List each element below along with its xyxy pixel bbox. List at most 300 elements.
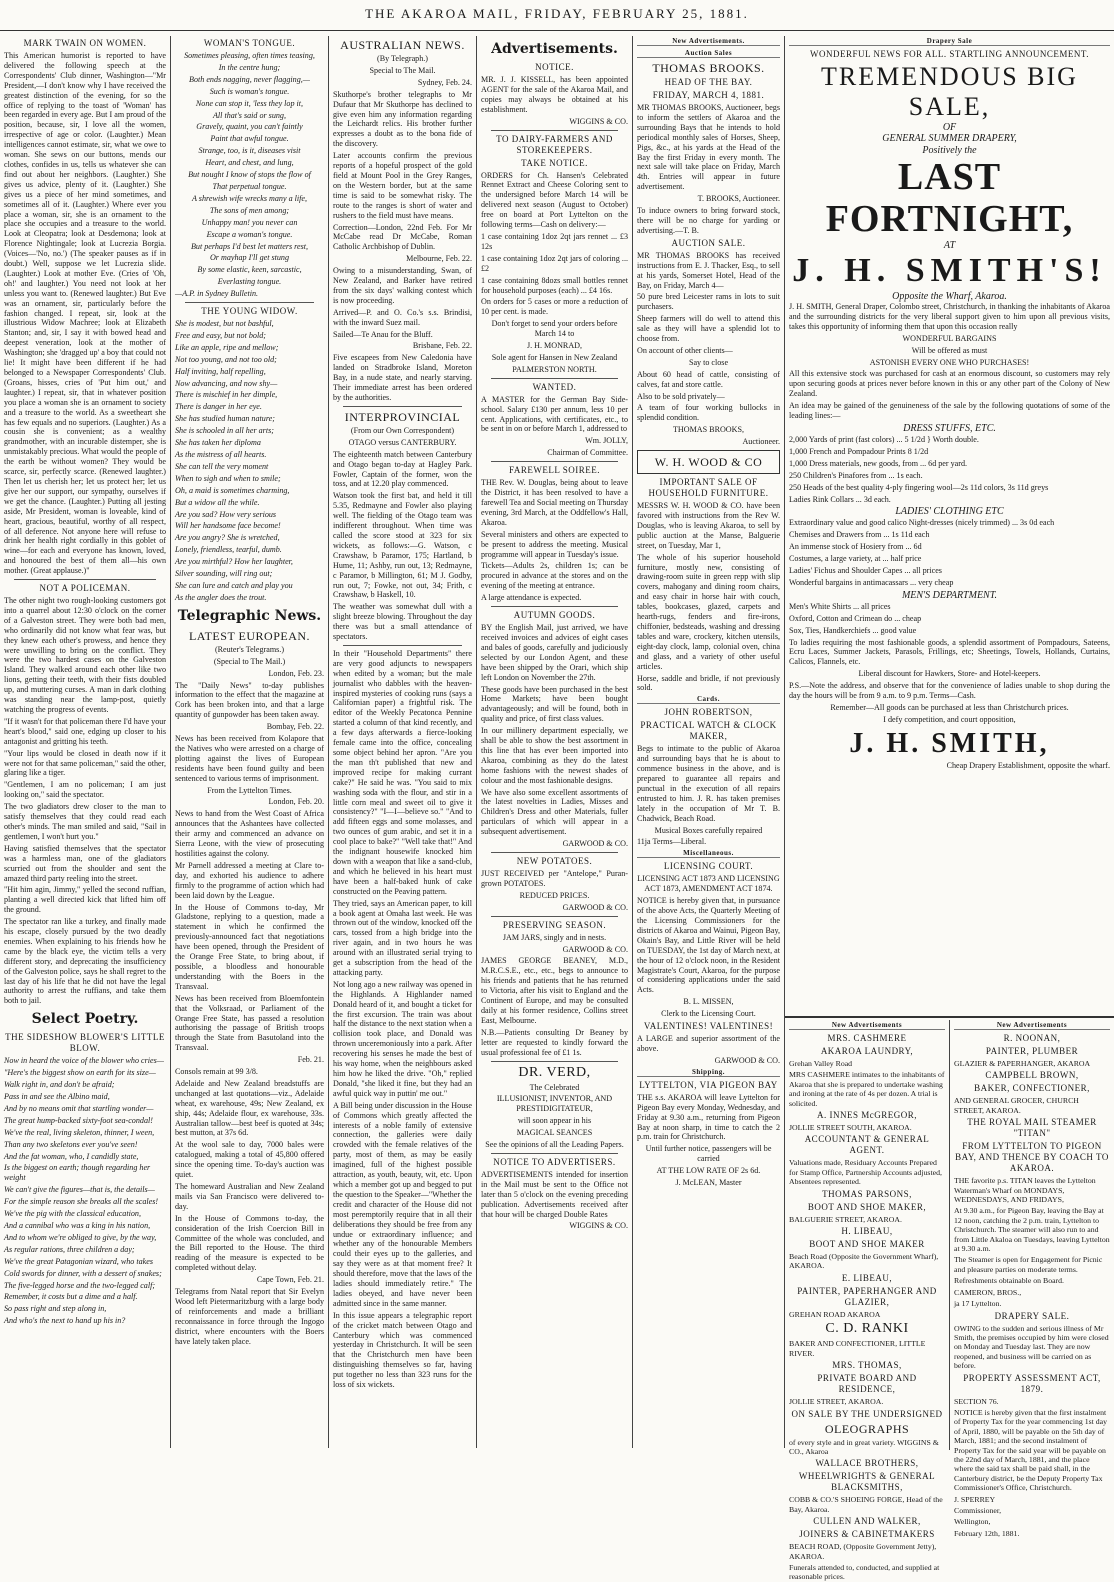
section-label: Cards. [637, 695, 780, 704]
ad-heading: W. H. WOOD & CO [654, 455, 763, 470]
section-heading: Telegraphic News. [177, 607, 322, 624]
ad-heading: FAREWELL SOIREE. [509, 465, 600, 476]
article-title: INTERPROVINCIAL [344, 409, 461, 424]
dateline: Sydney, Feb. 24. [417, 77, 472, 87]
ad-text: The Steamer is open for Engagement for Picnic and pleasure parties on moderate terms. [954, 1255, 1103, 1274]
ad-heading: THOMAS PARSONS, [822, 1188, 912, 1199]
ad-heading: JOHN ROBERTSON, [664, 707, 753, 718]
ad-heading: TAKE NOTICE. [521, 157, 588, 168]
article-paragraph: Later accounts confirm the previous reports of a hopeful prospect of the gold field at Mount Pool in the Grey Ranges, on the Western border, but at the same time is said to be somewhat risky. The route to the ranges is short of water and rushers to the field must have means. [333, 151, 472, 220]
ad-heading: AUTUMN GOODS. [513, 610, 596, 621]
price-line: Oxford, Cotton and Crimean do ... cheap [789, 613, 922, 623]
poem-line: Now advancing, and now shy— [175, 378, 278, 388]
poem-line: None can stop it, 'less they lop it, [195, 98, 304, 108]
article-paragraph: "If it wasn't for that policeman there I'd have your heart's blood," said one, edging up closer to his antagonist and gritting his teeth. [4, 716, 166, 746]
ad-text: Grehan Valley Road [789, 1059, 853, 1068]
article-paragraph: "Hit him agin, Jimmy," yelled the second ruffian, planting a well directed kick that lifted him off the ground. [4, 885, 166, 915]
ad-text: We have also some excellent assortments of the latest novelties in Ladies, Misses and Children's Dress and other Materials, fuller particulars of which will appear in a subsequent advertisement. [481, 787, 628, 837]
poem-line: Than any two skeletons ever you've seen! [4, 1139, 138, 1149]
poem-line: We've the real, living skeleton, thinner, I ween, [4, 1127, 155, 1137]
ad-headline: TREMENDOUS BIG SALE, [821, 62, 1078, 121]
article-subhead: (By Telegraph.) [377, 54, 428, 63]
ad-text: Horse, saddle and bridle, if not previously sold. [637, 673, 780, 693]
dateline: London, Feb. 20. [268, 797, 324, 807]
ad-text: To induce owners to bring forward stock, there will be no charge for yarding or advertising.—T. B. [637, 206, 780, 235]
ad-heading: PRIVATE BOARD AND RESIDENCE, [817, 1373, 917, 1395]
poem-line: Silver sounding, will ring out; [175, 569, 273, 579]
ad-text: A LARGE and superior assortment of the above. [637, 1034, 780, 1053]
ad-text: 50 pure bred Leicester rams in lots to suit purchasers. [637, 292, 780, 312]
article-paragraph: At the wool sale to day, 7000 bales were catalogued, making a total of 45,800 offered since the opening time. To-day's auction was quiet. [175, 1140, 324, 1180]
ad-text: PALMERSTON NORTH. [512, 364, 597, 374]
ad-text: A MASTER for the German Bay Side-school. Salary £130 per annum, less 10 per cent. Applications, with certificates, etc., to be sent in on or before March 1, addressed to [481, 394, 628, 434]
article-paragraph: Telegrams from Natal report that Sir Evelyn Wood left Pietermaritzburg with a large body of reinforcements and made a brilliant reconnaissance in force through the Ingogo district, where encounters with the Boers have lately taken place. [175, 1287, 324, 1346]
poem-line: And a cannibal who was a king in his nation, [4, 1220, 151, 1230]
ad-text: ja 17 Lyttelton. [954, 1299, 1002, 1309]
ad-text: THE Rev. W. Douglas, being about to leave the District, it has been resolved to have a farewell Tea and Social meeting on Thursday evening, 3rd March, at the Oddfellow's Hall, Akaroa. [481, 478, 628, 527]
poem-line: Escape a woman's tongue. [206, 229, 293, 239]
article-paragraph: In this issue appears a telegraphic report of the cricket match between Otago and Canterbury which was commenced yesterday in Christchurch. It will be seen that the Christchurch men have been distinguishing themselves so far, having put together no less than 323 runs for the loss of six wickets. [333, 1310, 472, 1390]
article-title: LATEST EUROPEAN. [188, 628, 311, 643]
article-paragraph: Five escapees from New Caledonia have landed on Stradbroke Island, Moreton Bay, in a nude state, and nearly starving. Their immediate arrest has been ordered by the authorities. [333, 353, 472, 402]
price-line: Extraordinary value and good calico Night-dresses (nicely trimmed) ... 3s 0d each [789, 518, 1055, 528]
price-line: Sox, Ties, Handkerchiefs ... good value [789, 625, 917, 635]
ad-text: Remember—All goods can be purchased at less than Christchurch prices. [830, 703, 1069, 712]
article-paragraph: Owing to a misunderstanding, Swan, of New Zealand, and Barker have retired from the six days' walking contest which is now proceeding. [333, 266, 472, 305]
ad-text: At 9.30 a.m., for Pigeon Bay, leaving the Bay at 12 noon, catching the 2 p.m. train, Lyttelton to Christchurch. The steamer will also run to and from Little Akaloa on Tuesdays, leaving Lyttelton at 9.30 a.m. [954, 1206, 1110, 1254]
ad-text: Clerk to the Licensing Court. [661, 1009, 756, 1019]
ad-heading: LICENSING COURT. [663, 861, 754, 872]
article-paragraph: Not long ago a new railway was opened in the Highlands. A Highlander named Donald heard of it, and bought a ticket for the first excursion. The train was about half the distance to the next station when a collision took place, and Donald was thrown unceremoniously into a park. After recovering his senses he made the best of his way home, when the neighbours asked him how he liked the drive. "Oh," replied Donald, "she liked it fine, but they had an awful quick way in puttin' me out." [333, 979, 472, 1098]
article-paragraph: The weather was somewhat dull with a slight breeze blowing. Throughout the day there was but a small attendance of spectators. [333, 602, 472, 642]
poem-line: We've the pig with the classical education, [4, 1209, 141, 1219]
ad-signature: Wm. JOLLY, [585, 436, 628, 446]
poem-title: THE YOUNG WIDOW. [201, 306, 298, 317]
price-line: Chemises and Drawers from ... 1s 11d each [789, 530, 930, 540]
ad-text: JOLLIE STREET, AKAROA. [789, 1397, 884, 1407]
section-label: Auction Sales [637, 49, 780, 58]
ad-text: MR. J. J. KISSELL, has been appointed AGENT for the sale of the Akaroa Mail, and copies may always be obtained at his establishment. [481, 75, 628, 114]
ad-heading: NEW POTATOES. [516, 856, 593, 866]
ad-text: Begs to intimate to the public of Akaroa and surrounding bays that he is about to commence business in the above, and is prepared to guarantee all repairs and punctual in the execution of all repairs entrusted to him. J. R. has taken premises lately in the occupation of Mr T. B. Chadwick, Beach Road. [637, 744, 780, 823]
poem-line: We've the great Patagonian wizard, who takes [4, 1256, 153, 1266]
ad-subhead: AT [943, 240, 956, 251]
poem-line: Gravely, quaint, you can't faintly [196, 122, 303, 132]
ad-heading: E. LIBEAU, [841, 1272, 893, 1283]
poem-line: When to sigh and when to smile; [175, 473, 281, 483]
ad-signature: WIGGINS & CO. [569, 116, 628, 126]
ad-heading: MRS. THOMAS, [832, 1360, 902, 1371]
ad-heading: FROM LYTTELTON TO PIGEON BAY, AND THENCE BY COACH TO AKAROA. [955, 1141, 1109, 1174]
article-paragraph: Having satisfied themselves that the spectator was a harmless man, one of the gladiators scurried out from the shoulder and sent the amazed third party reeling into the street. [4, 843, 166, 883]
dateline: Feb. 21. [297, 1055, 324, 1065]
article-subhead: (Special to The Mail.) [213, 656, 286, 666]
poem-line: Oh, a maid is sometimes charming, [175, 485, 290, 495]
ad-heading: A. INNES McGREGOR, [817, 1110, 917, 1121]
ad-text: These goods have been purchased in the best Home Markets; have been bought advantageously; and will be found, both in quality and price, of first class values. [481, 684, 628, 724]
poem-line: But perhaps I'd best let matters rest, [190, 241, 309, 251]
ad-heading: BAKER, CONFECTIONER, [974, 1083, 1090, 1094]
ad-heading: IMPORTANT SALE OF HOUSEHOLD FURNITURE. [648, 477, 769, 499]
ad-text: will soon appear in his [517, 1116, 592, 1126]
price-line: Costumes, a large variety, at ... half price [789, 554, 922, 564]
ad-signature: GARWOOD & CO. [562, 839, 628, 849]
ad-heading: THE ROYAL MAIL STEAMER "TITAN" [967, 1117, 1097, 1139]
price-line: Ladies Rink Collars ... 3d each. [789, 494, 891, 504]
ad-text: In our millinery department especially, we shall be able to show the best assortment in this line that has ever been imported into Akaroa, combining as they do the latest home fashions with the newest shades of colour and the most fashionable designs. [481, 726, 628, 785]
poem-line: That perpetual tongue. [212, 181, 287, 191]
poem-line: She can tell the very moment [175, 461, 269, 471]
ad-headline: LAST FORTNIGHT, [825, 156, 1074, 240]
article-subhead: (From our Own Correspondent) [350, 425, 455, 435]
ad-text: Several ministers and others are expected to be present to address the meeting. Musical programme will appear in Tuesday's issue. [481, 529, 628, 559]
ad-signature: J. H. MONRAD, [526, 341, 583, 351]
section-heading: Select Poetry. [31, 1011, 139, 1028]
poem-title: WOMAN'S TONGUE. [203, 38, 296, 48]
article-paragraph: "Gentlemen, I am no policeman; I am just looking on," said the spectator. [4, 780, 166, 800]
column-5 [633, 36, 784, 1448]
ad-subhead: OF [942, 122, 957, 133]
article-paragraph: In the House of Commons to-day, Mr Gladstone, replying to a question, made a statement in which he confirmed the previously-announced fact that negotiations have been opened, through the President of the Orange Free State, to bring about, if possible, a bloodless and honourable understanding with the Boers in the Transvaal. [175, 902, 324, 991]
poem-line: Cold swords for dinner, with a dessert of snakes; [4, 1268, 162, 1278]
ad-text: of every style and in great variety. WIGGINS & CO., Akaroa [789, 1437, 939, 1456]
poem-line: Both ends nagging, never flagging,— [189, 74, 310, 84]
dateline: Cape Town, Feb. 21. [256, 1275, 324, 1285]
poem-line: Such is woman's tongue. [209, 86, 290, 96]
poem-line: By some elastic, keen, sarcastic, [197, 265, 302, 275]
ad-text: Don't forget to send your orders before March 14 to [491, 319, 618, 339]
ad-text: A large attendance is expected. [481, 593, 582, 603]
ad-text: Auctioneer. [742, 437, 780, 447]
poem-line: Heart, and chest, and lung, [205, 158, 294, 168]
article-paragraph: Adelaide and New Zealand breadstuffs are unchanged at last quotations—viz., Adelaide wheat, ex warehouse, 49s; New Zealand, ex ship, 44s; Adelaide flour, ex warehouse, 33s. Australian tallow—best beef is quoted at 34s; best mutton, at 37s 6d. [175, 1078, 324, 1138]
ad-signature: T. BROOKS, Auctioneer. [697, 194, 780, 204]
ad-heading: LYTTELTON, VIA PIGEON BAY [639, 1079, 778, 1090]
ad-subhead: DRESS STUFFS, ETC. [903, 422, 996, 434]
article-paragraph: In the House of Commons to-day, the consideration of the Irish Coercion Bill in Committee of the whole was concluded, and the Bill reported to the House. The third reading of the measure is expected to be completed without delay. [175, 1213, 324, 1273]
poem-line: Unhappy man! you never can [201, 217, 298, 227]
ad-text: P.S.—Note the address, and observe that for the convenience of ladies unable to shop during the day the hours will be from 9 a.m. to 9 p.m. Terms—Cash. [789, 681, 1110, 701]
ad-text: Say to close [688, 357, 729, 367]
ad-text: ASTONISH EVERY ONE WHO PURCHASES! [869, 357, 1030, 367]
ad-text: Cheap Drapery Establishment, opposite the wharf. [946, 760, 1110, 770]
poem-line: A shrewish wife wrecks many a life, [191, 193, 308, 203]
ad-text: GLAZIER & PAPERHANGER, AKAROA [954, 1059, 1091, 1068]
price-line: 250 Children's Pinafores from ... 1s each. [789, 470, 923, 480]
ad-text: Commissioner, [954, 1506, 1002, 1515]
article-paragraph: The eighteenth match between Canterbury and Otago began to-day at Hagley Park. Fowler, Captain of the former, won the toss, and at 12.20 play commenced. [333, 449, 472, 489]
ad-heading: JOINERS & CABINETMAKERS [799, 1529, 935, 1540]
ad-subhead: Positively the [922, 145, 977, 156]
article-paragraph: News has been received from Kolapore that the Natives who were arrested on a charge of plotting against the lives of European residents have been found guilty and been sentenced to various terms of imprisonment. [175, 734, 324, 783]
ad-subhead: MEN'S DEPARTMENT. [901, 589, 998, 601]
ad-text: NOTICE is hereby given that, in pursuance of the above Acts, the Quarterly Meeting of the Licensing Commissioners for the districts of Akaroa and Wainui, Pigeon Bay, Okain's Bay, and Little River will be held on TUESDAY, the 1st day of March next, at the hour of 12 o'clock noon, in the Resident Magistrate's Court, Akaroa, for the purpose of considering applications under the said Acts. [637, 896, 780, 995]
dateline: Bombay, Feb. 22. [266, 722, 324, 732]
ad-text: Until further notice, passengers will be carried [645, 1144, 772, 1164]
poem-line: Everlasting tongue. [217, 277, 282, 287]
ad-text: The whole of his superior household furniture, mostly new, consisting of drawing-room suite in green repp with slip covers, mahogany and dining room chairs, and easy chair in horse hair with couch, tables, bookcases, glazed, carpets and hearth-rugs, fenders and fire-irons, chiffonier, bedsteads, washing and dressing tables and ware, crockery, kitchen utensils, eight-day clock, lamp, colonial oven, china and glass, and a variety of other useful articles. [637, 552, 780, 671]
ad-heading: AKAROA LAUNDRY, [820, 1046, 914, 1056]
ad-signature: GARWOOD & CO. [562, 902, 628, 912]
poem-line: As the angler does the trout. [175, 592, 267, 602]
ad-text: MRS CASHMERE intimates to the inhabitants of Akaroa that she is prepared to undertake washing and ironing at the rate of 4s per dozen. A trial is solicited. [789, 1070, 945, 1108]
ad-text: The Celebrated [529, 1082, 580, 1092]
ad-text: JAMES GEORGE BEANEY, M.D., M.R.C.S.E., etc., etc., begs to announce to his friends and patients that he has returned to Victoria, after his visit to England and the Continent of Europe, and may be consulted daily at his former residence, Collins street East, Melbourne. [481, 956, 628, 1025]
ad-text: ILLUSIONIST, INVENTOR, AND PRESTIDIGITATEUR, [496, 1094, 613, 1114]
column-6b [950, 1020, 1114, 1538]
price-line: 250 Heads of the best quality 4-ply fingering wool—2s 11d colors, 3s 11d greys [789, 482, 1049, 492]
poem-line: In the centre hung; [218, 62, 281, 72]
poem-line: And the fat woman, who, I candidly state, [4, 1151, 139, 1161]
poem-line: Or mayhap I'll get stung [209, 253, 290, 263]
ad-heading: VALENTINES! VALENTINES! [643, 1021, 774, 1032]
article-paragraph: Correction—London, 22nd Feb. For Mr McCabe read Dr McCabe, Roman Catholic Archbishop of Dublin. [333, 222, 472, 252]
article-subhead: (Reuter's Telegrams.) [214, 644, 285, 654]
poem-line: "Here's the biggest show on earth for its size— [4, 1068, 156, 1078]
ad-signature: GARWOOD & CO. [714, 1055, 780, 1065]
dateline: Melbourne, Feb. 22. [406, 254, 472, 264]
article-title: AUSTRALIAN NEWS. [340, 38, 465, 52]
ad-text: Sole agent for Hansen in New Zealand [491, 352, 618, 362]
column-1 [0, 36, 170, 1448]
ad-signature: CAMERON, BROS., [954, 1287, 1022, 1297]
ad-text: MESSRS W. H. WOOD & CO. have been favored with instructions from the Rev W. Douglas, who is leaving Akaroa, to sell by public auction at the Manse, Balguerie street, on Tuesday, Mar 1, [637, 501, 780, 550]
poem-line: As the mistress of all hearts. [175, 450, 267, 459]
ad-text: Also to be sold privately— [637, 391, 725, 401]
poem-line: She has taken her diploma [175, 438, 261, 448]
price-line: 1,000 Dress materials, new goods, from ... 6d per yard. [789, 458, 968, 468]
ad-heading: MRS. CASHMERE [827, 1033, 907, 1043]
ad-heading: NOTICE. [535, 62, 574, 72]
ad-text: All this extensive stock was purchased for cash at an enormous discount, so customers may rely upon securing goods at prices never before known in this or any other part of the Colony of New Zealand. [789, 369, 1110, 399]
ad-signature: GARWOOD & CO. [562, 944, 628, 954]
ad-text: About 60 head of cattle, consisting of calves, fat and store cattle. [637, 369, 780, 389]
ad-text: On account of other clients— [637, 345, 733, 355]
poem-line: There is mischief in her dimple, [175, 390, 278, 400]
ad-text: THE s.s. AKAROA will leave Lyttelton for Pigeon Bay every Monday, Wednesday, and Friday at 9.30 a.m., returning from Pigeon Bay at noon sharp, in time to catch the 2 p.m. train for Christchurch. [637, 1092, 780, 1142]
article-paragraph: News to hand from the West Coast of Africa announces that the Ashantees have collected their army and commenced an advance on Sierra Leone, with the view of prosecuting hostilities against the colony. [175, 809, 324, 858]
poem-line: Sometimes pleasing, often times teasing, [184, 51, 315, 60]
poem-line: Remember, it costs but a dime and a half. [4, 1292, 138, 1302]
ad-text: February 12th, 1881. [954, 1528, 1020, 1538]
poem-line: She has studied human nature; [175, 414, 275, 424]
dateline: Brisbane, Feb. 22. [412, 341, 472, 351]
ad-text: LICENSING ACT 1873 AND LICENSING ACT 1873, AMENDMENT ACT 1874. [637, 874, 780, 894]
ad-text: MAGICAL SEANCES [516, 1128, 593, 1138]
ad-text: GREHAN ROAD AKAROA [789, 1309, 881, 1319]
ad-heading: BOOT AND SHOE MAKER [809, 1239, 925, 1250]
poem-line: The great hump-backed sixty-foot sea-condal! [4, 1115, 153, 1125]
ad-headline: J. H. SMITH'S! [792, 252, 1107, 289]
poem-line: Are you sad? How very serious [175, 509, 277, 519]
ad-text: JOLLIE STREET SOUTH, AKAROA. [789, 1123, 912, 1133]
article-subhead: Special to The Mail. [369, 65, 436, 75]
ad-text: Musical Boxes carefully repaired [654, 825, 763, 835]
ad-heading: PAINTER, PAPERHANGER AND GLAZIER, [797, 1285, 937, 1307]
ad-text: MR THOMAS BROOKS, Auctioneer, begs to inform the settlers of Akaroa and the surrounding Bays that he intends to hold periodical monthly sales of Horses, Sheep, Pigs, &c., at his yards at the Head of the Bay the first Friday in every month. The next sale will take place on Friday, March 4th. Entries will appear in future advertisement. [637, 103, 780, 192]
price-line: Men's White Shirts ... all prices [789, 601, 891, 611]
poem-line: The five-legged horse and the two-legged calf; [4, 1280, 156, 1290]
price-line: 1,000 French and Pompadour Prints 8 1/2d [789, 446, 929, 456]
article-paragraph: This American humorist is reported to have delivered the following speech at the Correspondents' Club dinner, Washington—"Mr President,—I don't know why I have received the greatest distinction of the evening, for so the office of replying to the toast of 'Woman' has been regarded in every age. But I am proud of the position, because, sir, I love all the women, irrespective of age or color. (Laughter.) Mean intelligences cannot estimate, sir, what we owe to woman. She sews on our buttons, mends our clothes, confides in us, tells us whatever she can find out about her neighbors. (Laughter.) She gives us advice, plenty of it. (Laughter.) She gives us a piece of her mind sometimes, and sometimes all of it. (Laughter.) Where ever you place a woman, sir, she is an ornament to the place she occupies and a treasure to the world. Look at Cleopatra; look at Desdemona; look at Florence Nightingale; look at Lucrezia Borgia. (Voices—'No, no.') (The speaker pauses as if in doubt.) Well, suppose we let Lucrezia slide. (Laughter.) Look at mother Eve. (Cries of 'Oh, oh!' and laughter.) You need not look at her unless you want to. (Renewed laughter.) But Eve was an ornament, sir, particularly before the fashion changed. I repeat, sir, look at the illustrious Widow Machree; look at Elizabeth Stanton; and, sir, I say it with bowed head and deepest veneration, look at the mother of Washington; she 'dragged up' a boy that could not lie! It might have been different if he had belonged to a Newspaper Correspondents' Club. (Groans, hisses, cries of 'Put him out,' and laughter.) I repeat, sir, that in whatever position you place a woman she is an ornament to society and a treasure to the world. As a sweetheart she has few equals and no superiors. (Laughter.) As a cousin she is convenient; as a wealthy grandmother, with an incurable distemper, she is unmistakably precious. What would the people of the earth be without women? They would be scarce, sir, perfectly scarce. (Renewed laughter.) Then let us cherish her; let us protect her; let us give her our support, our sympathy, ourselves if we get the chance. (Laughter.) Putting all jesting aside, Mr President, woman is loveable, kind of heart, gracious, beautiful, worthy of all respect, of all deference. Not anyone here will refuse to drink her health right cordially in this goblet of wine—for each and everyone has known, loved, and honoured the best of them all—his own mother. (Great applause.)" [4, 51, 166, 576]
poem-line: Free and easy, but not bold; [175, 330, 266, 340]
poem-line: She can lure and catch and play you [175, 580, 293, 590]
article-paragraph: Sailed—Te Anau for the Bluff. [333, 329, 433, 339]
ad-text: REDUCED PRICES. [519, 890, 590, 900]
poem-line: There is danger in her eye. [175, 402, 262, 412]
poem-line: Half inviting, half repelling, [175, 366, 266, 376]
ad-text: Funerals attended to, conducted, and supplied at reasonable prices. [789, 1562, 940, 1582]
ad-heading: BOOT AND SHOE MAKER, [807, 1201, 927, 1212]
poem-line: Will her handsome face become! [175, 521, 281, 531]
article-paragraph: The spectator ran like a turkey, and finally made his escape, closely pursued by the two deadly enemies. When explaining to his friends how he came by the black eye, the victim tells a very different story, and deprecating the insufficiency of the Galveston police, says he shall regret to the last day of his life that he did not have the legal authority to arrest the ruffians, and take them both to jail. [4, 917, 166, 1006]
ad-text: ADVERTISEMENTS intended for insertion in the Mail must be sent to the Office not later than 5 o'clock on the evening preceding publication. Advertisements received after that hour will be charged Double Rates [481, 1169, 628, 1219]
ad-text: Refreshments obtainable on Board. [954, 1276, 1064, 1286]
column-2 [171, 36, 328, 1448]
ad-heading: DR. VERD, [518, 1064, 591, 1080]
poem-line: Walk right in, and don't be afraid; [4, 1080, 115, 1090]
ad-headline: J. H. SMITH, [849, 727, 1050, 759]
article-subhead: From the Lyttelton Times. [207, 785, 292, 795]
ad-text: 1 case containing 8dozs small bottles rennet for household purposes (each) ... £4 16s. [481, 275, 628, 295]
section-label: New Advertisements. [637, 37, 780, 46]
ad-text: Wellington, [954, 1517, 991, 1527]
poem-line: So pass right and step along in, [4, 1304, 107, 1314]
poem-line: Now in heard the voice of the blower who cries— [4, 1056, 164, 1066]
ad-text: AT THE LOW RATE OF 2s 6d. [656, 1166, 761, 1176]
article-title: MARK TWAIN ON WOMEN. [23, 38, 147, 48]
ad-heading: ACCOUNTANT & GENERAL AGENT. [804, 1134, 930, 1156]
price-line: 2,000 Yards of print (fast colors) ... 5 1/2d } Worth double. [789, 434, 979, 444]
column-6-drapery-ad [785, 36, 1114, 1016]
column-3 [329, 36, 476, 1448]
ad-heading: PROPERTY ASSESSMENT ACT, 1879. [963, 1372, 1101, 1394]
ad-signature: WIGGINS & CO. [569, 1221, 628, 1231]
ad-text: Chairman of Committee. [547, 448, 628, 458]
ad-signature: THOMAS BROOKS, [672, 425, 745, 435]
ad-heading: CAMPBELL BROWN, [985, 1070, 1079, 1081]
article-paragraph: "Your lips would be closed in death now if it were not for that same policeman," said the other, glaring like a tiger. [4, 748, 166, 778]
section-label: New Advertisements [954, 1021, 1110, 1030]
ad-text: OWING to the sudden and serious illness of Mr Smith, the premises occupied by him were closed on Monday and Tuesday last. They are now reopened, and business will be carried on as before. [954, 1323, 1109, 1371]
ad-heading: HEAD OF THE BAY. [664, 77, 753, 87]
ad-text: Sheep farmers will do well to attend this sale as they will have a splendid lot to choose from. [637, 314, 780, 344]
ad-text: See the opinions of all the Leading Papers. [485, 1140, 624, 1150]
ad-text: BALGUERIE STREET, AKAROA. [789, 1214, 902, 1224]
ad-heading: C. D. RANKI [825, 1321, 909, 1337]
poem-line: And to whom we're obliged to give, by the way, [4, 1232, 157, 1242]
section-label: Drapery Sale [789, 37, 1110, 46]
poem-line: Like an apple, ripe and mellow; [175, 342, 279, 352]
masthead: THE AKAROA MAIL, FRIDAY, FEBRUARY 25, 1881. [0, 6, 1114, 31]
ad-heading: ON SALE BY THE UNDERSIGNED [791, 1408, 943, 1419]
ad-subhead: GENERAL SUMMER DRAPERY, [882, 133, 1017, 144]
ad-text: SECTION 76. [954, 1396, 999, 1406]
ad-text: 1 case containing 1doz 2qt jars rennet ... £3 12s [481, 231, 628, 251]
article-paragraph: News has been received from Bloemfontein that the Volksraad, or Parliament of the Orange Free State, has passed a resolution authorising the passage of British troops through the State from Basutoland into the Transvaal. [175, 993, 324, 1053]
section-label: New Advertisements [789, 1021, 945, 1030]
ad-text: AND GENERAL GROCER, CHURCH STREET, AKAROA. [954, 1096, 1079, 1115]
ad-heading: DRAPERY SALE. [994, 1310, 1070, 1321]
poem-line: All that's said or sung, [212, 110, 286, 120]
ad-heading: PRESERVING SEASON. [502, 919, 607, 930]
article-paragraph: Mr Parnell addressed a meeting at Clare to-day, and exhorted his audience to adhere firmly to the programme of action which had been laid down by the League. [175, 860, 324, 900]
ad-text: NOTICE is hereby given that the first instalment of Property Tax for the year commencing 1st day of April, 1880, will be payable on the 5th day of March, 1881; and the second instalment of Property Tax for the said year will be payable on the 22nd day of March, 1881, and the place where the said tax shall be paid shall, in the Canterbury district, be the Deputy Property Tax Commissioner's Office, Christchurch. [954, 1407, 1108, 1493]
ad-heading: WHEELWRIGHTS & GENERAL BLACKSMITHS, [798, 1471, 936, 1493]
section-label: Miscellaneous. [637, 849, 780, 858]
section-label: Shipping. [637, 1068, 780, 1077]
ad-text: Tickets—Adults 2s, children 1s; can be procured in advance at the stores and on the evening of the meeting at entrance. [481, 561, 628, 591]
article-paragraph: In their "Household Departments" there are very good adjuncts to newspapers when edited by a woman; but the male journalist who dabbles with the heaven-inspired mysteries of cooking runs (says a Californian paper) a frightful risk. The editor of the Weekly Pecatonca Pennine started a column of that kind recently, and a few days afterwards a fierce-looking female came into the office, concealing some object behind her apron. "Are you the man th't published that new and improved recipe for making currant cake?" He said he was. "You said to mix washing soda with the flour, and stir in a little corn meal and sweet oil to give it consistency?" "I—I—believe so." "And to add fifteen eggs and some molasses, and two ounces of gum arabic, and set it in a cool place to bake?" "Well take that!" And the indignant housewife knocked him down with a weapon that like a sand-club, and which he believed in his heart must have been a half-baked hunk of cake constructed on the Peaving pattern. [333, 648, 472, 896]
ad-text: An idea may be gained of the genuineness of the sale by the following quotations of some of the leading lines:— [789, 401, 1110, 421]
ad-text: ORDERS for Ch. Hansen's Celebrated Rennet Extract and Cheese Coloring sent to the undersigned before March 14 will be delivered next season (August to October) free on board at Port Lyttelton on the following terms—Cash on delivery:— [481, 170, 628, 230]
column-4 [477, 36, 632, 1448]
ad-text: MR THOMAS BROOKS has received instructions from E. J. Thacker, Esq., to sell at his yards, Somerset Hotel, Head of the Bay, on Friday, March 4— [637, 250, 780, 290]
ad-heading: PRACTICAL WATCH & CLOCK MAKER, [640, 720, 777, 742]
poem-line: Strange, too, is it, diseases visit [198, 146, 301, 156]
ad-heading: TO DAIRY-FARMERS AND STOREKEEPERS. [496, 133, 613, 155]
poem-line: She is schooled in all her arts; [175, 426, 274, 436]
article-paragraph: The other night two rough-looking customers got into a quarrel about 12:30 o'clock on the corner of a Galveston street. They were both bad men, who ordinarily did not know what fear was, but they knew each other's prowess, and hence they were unwilling to bring on the conflict. They were the two hardest cases on the Galveston Island. They walked around each other like two lions, getting their teeth, with their fists doubled up, and muttering curses. A man in dark clothing was standing near the lamp-post, quietly watching the progress of events. [4, 596, 166, 714]
article-title: NOT A POLICEMAN. [39, 583, 131, 594]
article-paragraph: Watson took the first bat, and held it till 5.35, Redmayne and Fowler also playing well. The fielding of the Otago team was indifferent throughout. When time was called the score stood at 323 for six wickets, as follows:—G. Watson, c Crawshaw, b Paramor, 175; Hartland, b Hume, 11; Ashby, run out, 13; Redmayne, c Paramor, b Millington, 61; M J. Godby, run out, 7; Fowke, not out, 34; Frith, c Crawshaw, b Haskell, 10. [333, 491, 472, 600]
ad-heading: H. LIBEAU, [841, 1226, 893, 1237]
ad-text: Valuations made, Residuary Accounts Prepared for Stamp Office, Partnership Accounts adjusted, Absentees represented. [789, 1158, 942, 1187]
poem-line: Not too young, and not too old; [175, 354, 277, 364]
ad-signature: B. L. MISSEN, [683, 997, 734, 1007]
poem-line: But nought I know of stops the flow of [188, 170, 311, 180]
section-heading: Advertisements. [491, 41, 618, 57]
ad-heading: PAINTER, PLUMBER [985, 1046, 1079, 1056]
article-paragraph: The homeward Australian and New Zealand mails via San Francisco were delivered to-day. [175, 1182, 324, 1211]
dateline: London, Feb. 23. [268, 668, 324, 678]
poem-line: And who's the next to hand up his in? [4, 1316, 126, 1326]
article-paragraph: Skuthorpe's brother telegraphs to Mr Dufaur that Mr Skuthorpe has declined to give even him any information regarding the Leichardt relics. His brother further expresses a doubt as to the bona fide of the discovery. [333, 89, 472, 149]
ad-heading: WANTED. [532, 381, 577, 392]
ad-text: J. H. SMITH, General Draper, Colombo street, Christchurch, in thanking the inhabitants of Akaroa and the surrounding districts for the very liberal support given to him upon all previous visits, takes this opportunity of informing them that upon this occasion really [789, 302, 1110, 331]
poem-line: Are you angry? She is wretched, [175, 533, 280, 543]
poem-line: As regular rations, three children a day; [4, 1244, 135, 1254]
ad-heading: R. NOONAN, [1003, 1033, 1061, 1043]
ad-text: I defy competition, and court opposition, [883, 714, 1016, 724]
poem-line: She is modest, but not bashful, [175, 319, 274, 329]
ad-text: A team of four working bullocks in splendid condition. [637, 403, 780, 423]
ad-text: THE favorite p.s. TITAN leaves the Lyttelton Waterman's Wharf on MONDAYS, WEDNESDAYS, AND FRIDAYS, [954, 1176, 1096, 1205]
ad-heading: FRIDAY, MARCH 4, 1881. [652, 90, 765, 100]
ad-heading: THOMAS BROOKS. [652, 61, 765, 75]
ad-text: 11ja Terms—Liberal. [637, 837, 707, 847]
ad-text: JUST RECEIVED per "Antelope," Puran-grown POTATOES. [481, 869, 628, 888]
poem-line: For the simple reason she breaks all the scales! [4, 1197, 159, 1207]
poem-line: Is the biggest on earth; though regarding her weight [4, 1163, 151, 1183]
ad-text: BEACH ROAD, (Opposite Government Jetty), AKAROA. [789, 1542, 937, 1561]
poem-line: Lonely, friendless, tearful, dumb. [175, 545, 282, 555]
ad-heading: OLEOGRAPHS [824, 1421, 910, 1436]
price-line: An immense stock of Hosiery from ... 6d [789, 542, 922, 552]
price-line: Wonderful bargains in antimacassars ... very cheap [789, 577, 954, 587]
ad-signature: J. SPERREY [954, 1494, 996, 1504]
ad-text: COBB & CO.'S SHOEING FORGE, Head of the Bay, Akaroa. [789, 1495, 943, 1514]
ad-text: Liberal discount for Hawkers, Store- and Hotel-keepers. [858, 669, 1041, 679]
ad-text: BAKER AND CONFECTIONER, LITTLE RIVER. [789, 1339, 926, 1358]
ad-subhead: Opposite the Wharf, Akaroa. [892, 291, 1007, 302]
poem-line: The sons of men among; [209, 205, 290, 215]
article-paragraph: They tried, says an American paper, to kill a book agent at Omaha last week. He was thrown out of the window, knocked off the cars, tossed from a high bridge into the river again, and in two hours he was around with an illustrated serial trying to get a subscription from the head of the attacking party. [333, 898, 472, 977]
poem-line: And by no means omit that startling wonder— [4, 1103, 154, 1113]
article-paragraph: The two gladiators drew closer to the man to satisfy themselves that they could read each other's minds. The man smiled and said, "Sail in gentlemen, I won't hurt you." [4, 802, 166, 841]
ad-heading: WONDERFUL NEWS FOR ALL. STARTLING ANNOUNCEMENT. [810, 49, 1089, 59]
ad-heading: WALLACE BROTHERS, [815, 1458, 919, 1469]
